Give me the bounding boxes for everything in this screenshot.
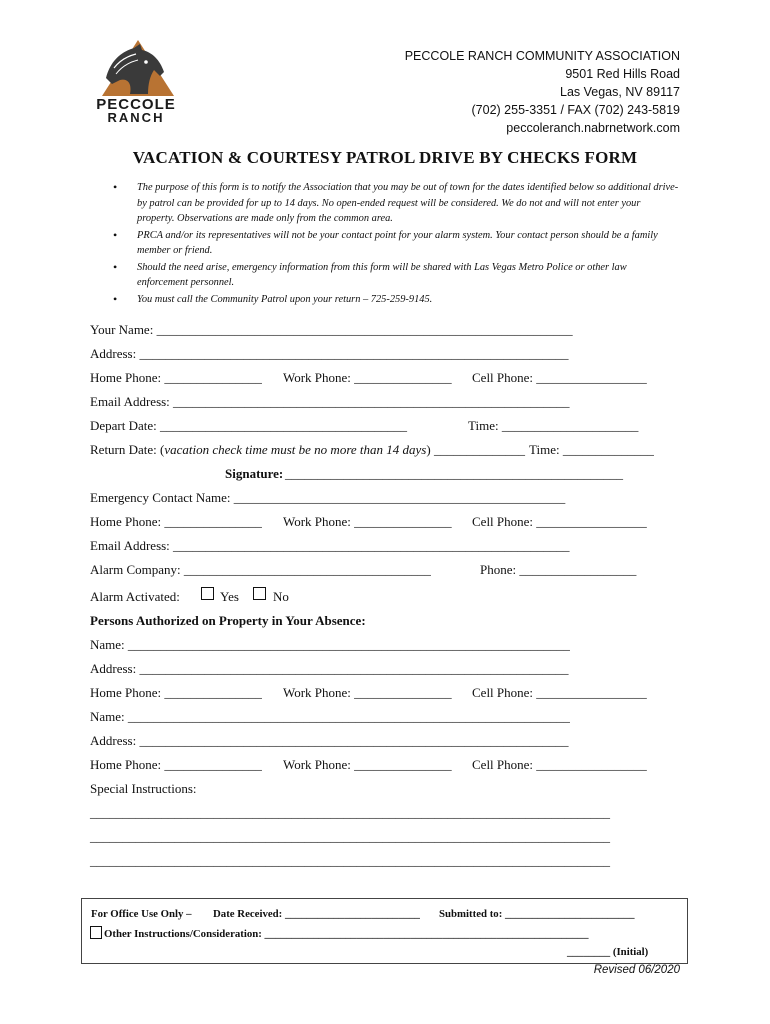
address-field[interactable]: Address: __________________________________________________________________ — [90, 346, 569, 361]
instruction-item: • PRCA and/or its representatives will not be your contact point for your alarm system. Your contact person should be a family member or friend. — [104, 228, 680, 259]
emergency-contact-field[interactable]: Emergency Contact Name: ___________________________________________________ — [90, 490, 566, 505]
revision-date: Revised 06/2020 — [593, 964, 680, 976]
signature-label: Signature: — [225, 466, 284, 481]
persons-authorized-heading: Persons Authorized on Property in Your Absence: — [90, 613, 366, 628]
person1-work-phone-field[interactable]: Work Phone: _______________ — [283, 685, 452, 700]
person2-home-phone-field[interactable]: Home Phone: _______________ — [90, 757, 262, 772]
person2-work-phone-field[interactable]: Work Phone: _______________ — [283, 757, 452, 772]
org-street: 9501 Red Hills Road — [565, 67, 680, 81]
alarm-no-label: No — [273, 589, 289, 604]
organization-address-block — [405, 47, 680, 137]
person2-address-field[interactable]: Address: __________________________________________________________________ — [90, 733, 569, 748]
horse-head-icon — [86, 38, 186, 98]
your-name-field[interactable]: Your Name: ________________________________________________________________ — [90, 322, 573, 337]
person1-cell-phone-field[interactable]: Cell Phone: _________________ — [472, 685, 647, 700]
email-field[interactable]: Email Address: _____________________________________________________________ — [90, 394, 570, 409]
return-date-line: ) ______________ — [426, 442, 525, 457]
alarm-activated-label: Alarm Activated: — [90, 589, 180, 604]
other-instructions-field[interactable]: Other Instructions/Consideration: ____________________________________________________________ — [104, 928, 589, 940]
instruction-item: • The purpose of this form is to notify the Association that you may be out of town for the dates identified below so additional drive-by patrol can be provided for up to 14 days. No open-ended request will be considered. We do not and will not enter your property. Observations are made only from the common area. — [104, 180, 680, 227]
return-date-note: vacation check time must be no more than 14 days — [164, 442, 427, 457]
emergency-work-phone-field[interactable]: Work Phone: _______________ — [283, 514, 452, 529]
peccole-ranch-logo — [86, 38, 186, 124]
home-phone-field[interactable]: Home Phone: _______________ — [90, 370, 262, 385]
special-instructions-line[interactable]: ________________________________________________________________________________ — [90, 829, 610, 844]
instructions-list — [104, 180, 680, 308]
emergency-cell-phone-field[interactable]: Cell Phone: _________________ — [472, 514, 647, 529]
cell-phone-field[interactable]: Cell Phone: _________________ — [472, 370, 647, 385]
emergency-email-field[interactable]: Email Address: _____________________________________________________________ — [90, 538, 570, 553]
alarm-company-field[interactable]: Alarm Company: ______________________________________ — [90, 562, 431, 577]
signature-field[interactable]: ____________________________________________________ — [285, 466, 623, 481]
other-instructions-checkbox[interactable] — [90, 926, 102, 939]
office-use-label: For Office Use Only – — [91, 908, 192, 920]
person1-home-phone-field[interactable]: Home Phone: _______________ — [90, 685, 262, 700]
alarm-no-checkbox[interactable] — [253, 587, 266, 600]
return-date-label: Return Date: ( — [90, 442, 165, 457]
org-city: Las Vegas, NV 89117 — [560, 85, 680, 99]
office-use-box — [81, 898, 688, 964]
emergency-home-phone-field[interactable]: Home Phone: _______________ — [90, 514, 262, 529]
initial-field[interactable]: ________ (Initial) — [567, 946, 649, 958]
instruction-item: • Should the need arise, emergency information from this form will be shared with Las Vegas Metro Police or other law enforcement personnel. — [104, 260, 680, 291]
org-website: peccoleranch.nabrnetwork.com — [506, 121, 680, 135]
special-instructions-label: Special Instructions: — [90, 781, 197, 796]
work-phone-field[interactable]: Work Phone: _______________ — [283, 370, 452, 385]
return-date-field[interactable] — [90, 442, 525, 458]
form-fields — [90, 322, 690, 877]
person2-cell-phone-field[interactable]: Cell Phone: _________________ — [472, 757, 647, 772]
logo-text-top: PECCOLE — [96, 96, 176, 113]
person2-name-field[interactable]: Name: ____________________________________________________________________ — [90, 709, 570, 724]
org-name: PECCOLE RANCH COMMUNITY ASSOCIATION — [404, 49, 680, 63]
date-received-field[interactable]: Date Received: _________________________ — [213, 908, 420, 920]
person1-address-field[interactable]: Address: __________________________________________________________________ — [90, 661, 569, 676]
special-instructions-line[interactable]: ________________________________________________________________________________ — [90, 853, 610, 868]
form-title: VACATION & COURTESY PATROL DRIVE BY CHECKS FORM — [132, 148, 638, 167]
depart-time-field[interactable]: Time: _____________________ — [468, 418, 639, 433]
logo-text-bottom: RANCH — [107, 110, 165, 125]
alarm-yes-checkbox[interactable] — [201, 587, 214, 600]
special-instructions-line[interactable]: ________________________________________________________________________________ — [90, 805, 610, 820]
submitted-to-field[interactable]: Submitted to: ________________________ — [439, 908, 635, 920]
person1-name-field[interactable]: Name: ____________________________________________________________________ — [90, 637, 570, 652]
org-phone: (702) 255-3351 / FAX (702) 243-5819 — [471, 103, 680, 117]
return-time-field[interactable]: Time: ______________ — [529, 442, 654, 457]
instruction-item: • You must call the Community Patrol upon your return – 725-259-9145. — [104, 292, 680, 308]
alarm-yes-label: Yes — [220, 589, 239, 604]
depart-date-field[interactable]: Depart Date: ______________________________________ — [90, 418, 408, 433]
alarm-phone-field[interactable]: Phone: __________________ — [480, 562, 637, 577]
